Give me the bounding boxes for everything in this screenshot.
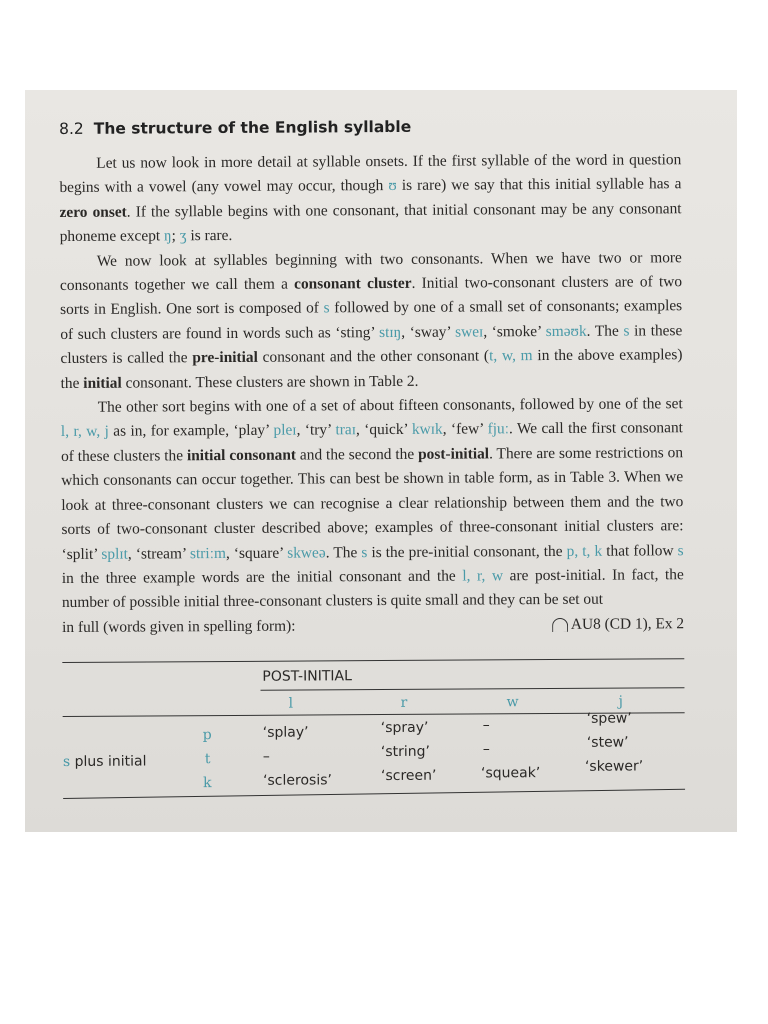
cell-j-t: ‘stew’	[586, 734, 629, 751]
phonemic-transcription: ŋ	[163, 227, 172, 245]
cell-l-k: ‘sclerosis’	[262, 772, 332, 789]
table-top-rule	[62, 658, 684, 663]
phonemic-transcription: s	[623, 322, 630, 340]
bold-term: pre-initial	[192, 349, 258, 367]
audio-reference[interactable]	[552, 612, 684, 637]
text-run: is rare.	[186, 227, 233, 245]
text-run: , ‘few’	[442, 420, 488, 439]
column-header-r: r	[400, 694, 408, 711]
phonemic-transcription: t, w, m	[488, 347, 533, 365]
scanned-page	[25, 90, 737, 832]
text-run: consonant. These clusters are shown in Table 2.	[121, 372, 419, 392]
text-run: ;	[171, 227, 180, 245]
cell-j-p: ‘spew’	[586, 710, 632, 727]
phonemic-transcription: ʊ	[388, 177, 397, 195]
cell-w-k: ‘squeak’	[480, 765, 541, 782]
phonemic-transcription: pleɪ	[273, 422, 297, 440]
cell-j-k: ‘skewer’	[584, 758, 644, 775]
text-run: that follow	[602, 541, 678, 560]
column-header-w: w	[506, 694, 519, 711]
text-run: . Initial two-consonant clusters are of two sorts in English. One sort is composed of	[60, 273, 683, 319]
cell-r-t: ‘string’	[380, 743, 431, 761]
paragraph-consonant-cluster	[60, 246, 683, 396]
text-run: . There are some restrictions on which consonants can occur together. This can best be shown in table form, as in Table 3. When we look at three-consonant clusters we can recognise a clear relationship between them and the two sorts of two-consonant cluster described above; examples of three-consonant initial clusters are: ‘split’	[61, 444, 684, 563]
phonemic-transcription: striːm	[189, 544, 226, 562]
headphones-icon	[552, 618, 568, 632]
cell-l-p: ‘splay’	[262, 724, 309, 741]
text-run: . The	[586, 322, 624, 340]
section-title: The structure of the English syllable	[93, 117, 412, 138]
text-run: in these clusters is called the	[60, 322, 683, 368]
column-header-j: j	[618, 693, 623, 710]
text-run: followed by one of a small set of consonants; examples of such clusters are found in words such as ‘sting’	[60, 297, 683, 343]
text-run: . We call the first consonant of these clusters the	[61, 419, 683, 465]
paragraph-final-line	[62, 612, 684, 640]
text-run: consonant and the other consonant (	[257, 347, 490, 367]
text-run: . The	[325, 543, 362, 561]
phonemic-transcription: stɪŋ	[379, 323, 402, 341]
initial-k: k	[203, 775, 212, 792]
post-initial-header: POST-INITIAL	[262, 668, 352, 685]
section-heading	[59, 116, 681, 138]
text-run: as in, for example, ‘play’	[108, 422, 274, 441]
text-run: and the second the	[295, 445, 419, 464]
initial-t: t	[204, 751, 211, 768]
phonemic-transcription: s	[323, 299, 330, 317]
row-label-prefix: s	[62, 753, 71, 770]
phonemic-transcription: sweɪ	[455, 323, 484, 341]
page-content	[59, 116, 685, 792]
phonemic-transcription: l, r, w, j	[60, 423, 109, 441]
phonemic-transcription: splɪt	[101, 545, 128, 563]
paragraph-post-initial	[61, 392, 684, 615]
text-run: is the pre-initial consonant, the	[367, 542, 567, 561]
audio-reference-label: AU8 (CD 1), Ex 2	[570, 614, 685, 633]
phonemic-transcription: ʒ	[179, 227, 187, 245]
bold-term: zero onset	[59, 203, 127, 221]
row-label	[63, 753, 147, 770]
text-run: in the above examples) the	[60, 346, 683, 392]
row-label-text: plus initial	[70, 753, 147, 770]
text-run: The other sort begins with one of a set of about fifteen consonants, followed by one of the set	[97, 395, 683, 416]
initial-p: p	[202, 727, 212, 744]
paragraph-zero-onset	[59, 148, 682, 249]
phonemic-transcription: fjuː	[487, 420, 509, 438]
text-run: , ‘sway’	[401, 323, 456, 341]
phonemic-transcription: s	[677, 541, 684, 559]
text-run: in the three example words are the initial consonant and the	[61, 567, 463, 587]
text-run: . If the syllable begins with one consonant, that initial consonant may be any consonant phoneme except	[59, 200, 682, 246]
text-run: , ‘square’	[225, 544, 288, 562]
phonemic-transcription: p, t, k	[566, 542, 603, 560]
bold-term: initial	[83, 374, 122, 392]
table-bottom-rule	[63, 789, 685, 799]
phonemic-transcription: kwɪk	[411, 421, 443, 439]
spelling-form-line: in full (words given in spelling form):	[62, 617, 296, 636]
phonemic-transcription: s	[361, 543, 368, 561]
cell-w-t: –	[482, 741, 490, 758]
text-run: , ‘quick’	[355, 421, 412, 439]
cell-l-t: –	[262, 748, 270, 765]
cell-r-p: ‘spray’	[380, 719, 429, 737]
three-consonant-cluster-table	[62, 656, 685, 810]
cell-r-k: ‘screen’	[380, 767, 437, 785]
post-initial-rule	[260, 687, 684, 691]
bold-term: initial consonant	[186, 446, 297, 465]
phonemic-transcription: l, r, w	[462, 567, 504, 585]
bold-term: post-initial	[418, 445, 490, 463]
text-run: Let us now look in more detail at syllable onsets. If the first syllable of the word in question begins with a vowel (any vowel may occur, though	[59, 151, 682, 197]
text-run: are post-initial. In fact, the number of possible initial three-consonant clusters is quite small and they can be set out	[61, 566, 684, 612]
text-run: We now look at syllables beginning with two consonants. When we have two or more consonants together we call them a	[59, 248, 682, 295]
bold-term: consonant cluster	[294, 274, 412, 293]
text-run: , ‘stream’	[127, 544, 191, 563]
phonemic-transcription: traɪ	[335, 421, 357, 439]
phonemic-transcription: skweə	[287, 543, 326, 562]
text-run: , ‘smoke’	[483, 322, 546, 341]
phonemic-transcription: sməʊk	[545, 322, 587, 340]
text-run: , ‘try’	[296, 421, 336, 440]
column-header-l: l	[288, 695, 294, 712]
cell-w-p: –	[482, 717, 490, 734]
text-run: is rare) we say that this initial syllable has a	[396, 175, 682, 195]
section-number: 8.2	[59, 119, 84, 138]
